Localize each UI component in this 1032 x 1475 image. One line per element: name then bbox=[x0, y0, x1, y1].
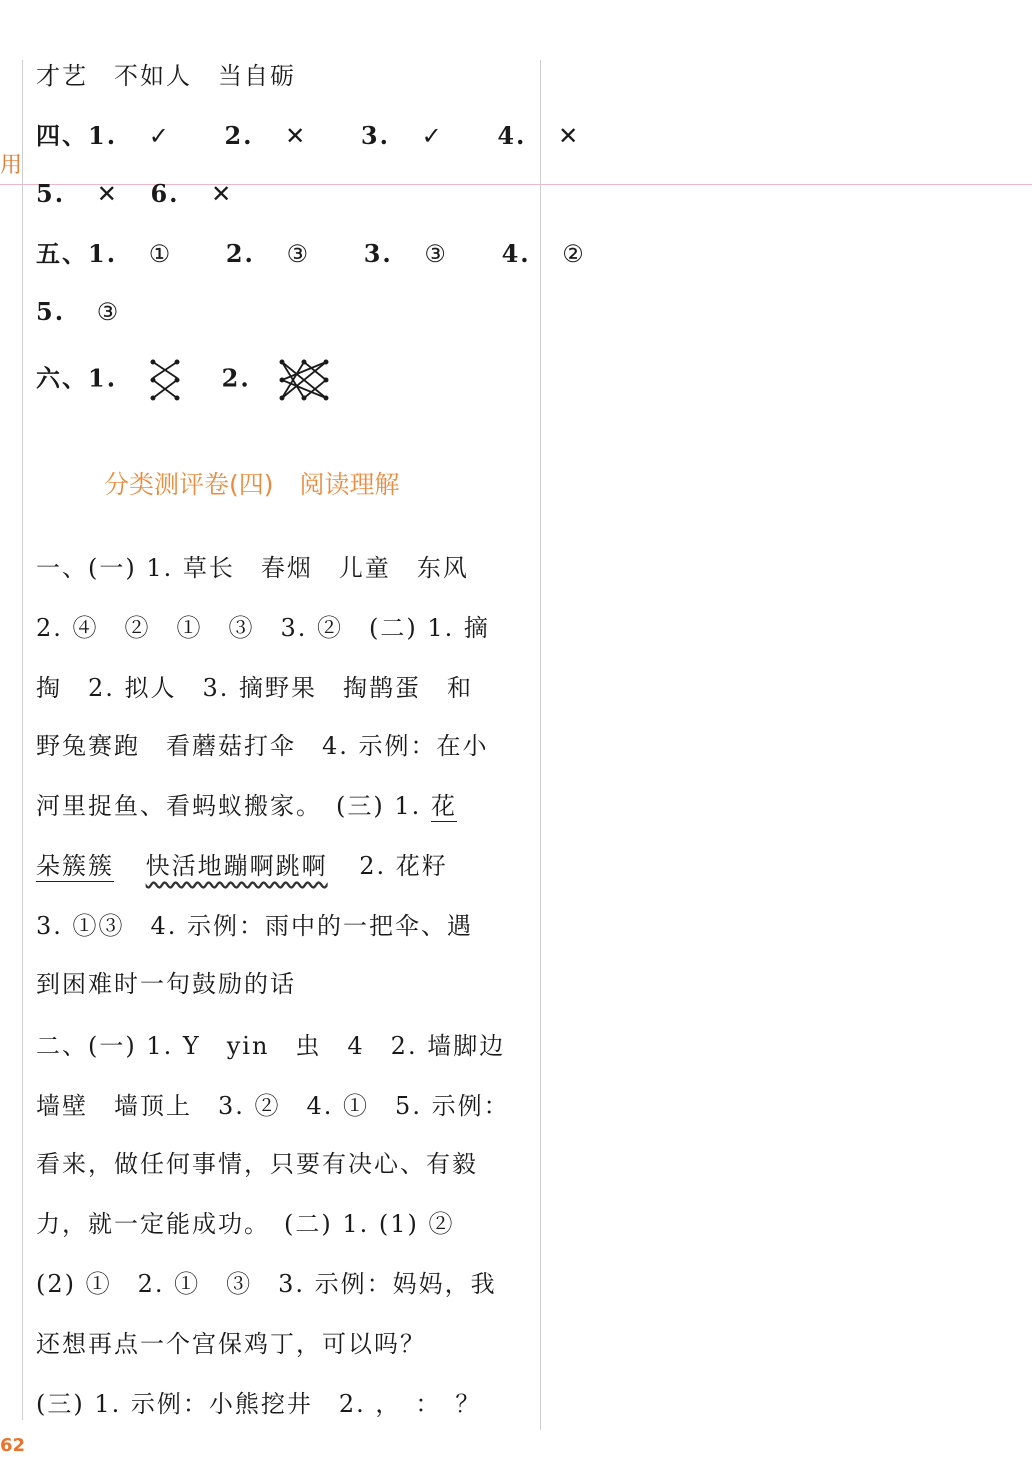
answer-line: 墙壁 墙顶上 3. ② 4. ① 5. 示例： bbox=[36, 1092, 510, 1120]
answer-line: 一、(一) 1. 草长 春烟 儿童 东风 bbox=[36, 554, 469, 582]
answer-line: 到困难时一句鼓励的话 bbox=[36, 970, 296, 998]
answer-line: 朵簇簇 快活地蹦啊跳啊 2. 花籽 bbox=[36, 852, 448, 880]
answer-line: 二、(一) 1. Y yin 虫 4 2. 墙脚边 bbox=[36, 1032, 506, 1060]
answer-line: 力，就一定能成功。 (二) 1. (1) ② bbox=[36, 1210, 455, 1238]
answer-line: 才艺 不如人 当自砺 bbox=[36, 62, 296, 90]
answer-line: 看来，做任何事情，只要有决心、有毅 bbox=[36, 1150, 478, 1178]
section-heading: 分类测评卷(四) 阅读理解 bbox=[104, 470, 400, 499]
matching-lines-1-icon bbox=[150, 358, 180, 402]
answer-line: 掏 2. 拟人 3. 摘野果 掏鹊蛋 和 bbox=[36, 674, 474, 702]
answer-line: 野兔赛跑 看蘑菇打伞 4. 示例：在小 bbox=[36, 732, 489, 760]
matching-lines-2-icon bbox=[278, 358, 330, 402]
page-number: 62 bbox=[0, 1435, 26, 1456]
edge-char: 用 bbox=[0, 153, 23, 178]
answer-line: 五、1. ① 2. ③ 3. ③ 4. ② bbox=[36, 239, 586, 268]
cross-mark: ✕ bbox=[211, 180, 234, 208]
check-mark: ✓ bbox=[421, 122, 444, 150]
answer-line: 河里捉鱼、看蚂蚁搬家。 (三) 1. 花 bbox=[36, 792, 457, 820]
cross-mark: ✕ bbox=[96, 180, 119, 208]
answer-line: 3. ①③ 4. 示例：雨中的一把伞、遇 bbox=[36, 912, 474, 940]
answer-line: 四、1. ✓ 2. ✕ 3. ✓ 4. ✕ bbox=[36, 121, 581, 150]
answer-line: (三) 1. 示例：小熊挖井 2. ， ： ？ bbox=[36, 1390, 482, 1418]
answer-line: 5. ③ bbox=[36, 297, 121, 326]
left-margin-rule bbox=[22, 60, 23, 1420]
check-mark: ✓ bbox=[148, 122, 171, 150]
answer-line: (2) ① 2. ① ③ 3. 示例：妈妈，我 bbox=[36, 1270, 497, 1298]
answer-line: 2. ④ ② ① ③ 3. ② (二) 1. 摘 bbox=[36, 614, 490, 642]
answer-line: 5. ✕ 6. ✕ bbox=[36, 179, 234, 208]
cross-mark: ✕ bbox=[285, 122, 308, 150]
cross-mark: ✕ bbox=[558, 122, 581, 150]
answer-line-matching: 六、1. 2. bbox=[36, 358, 330, 402]
answer-line: 还想再点一个宫保鸡丁，可以吗？ bbox=[36, 1330, 426, 1358]
